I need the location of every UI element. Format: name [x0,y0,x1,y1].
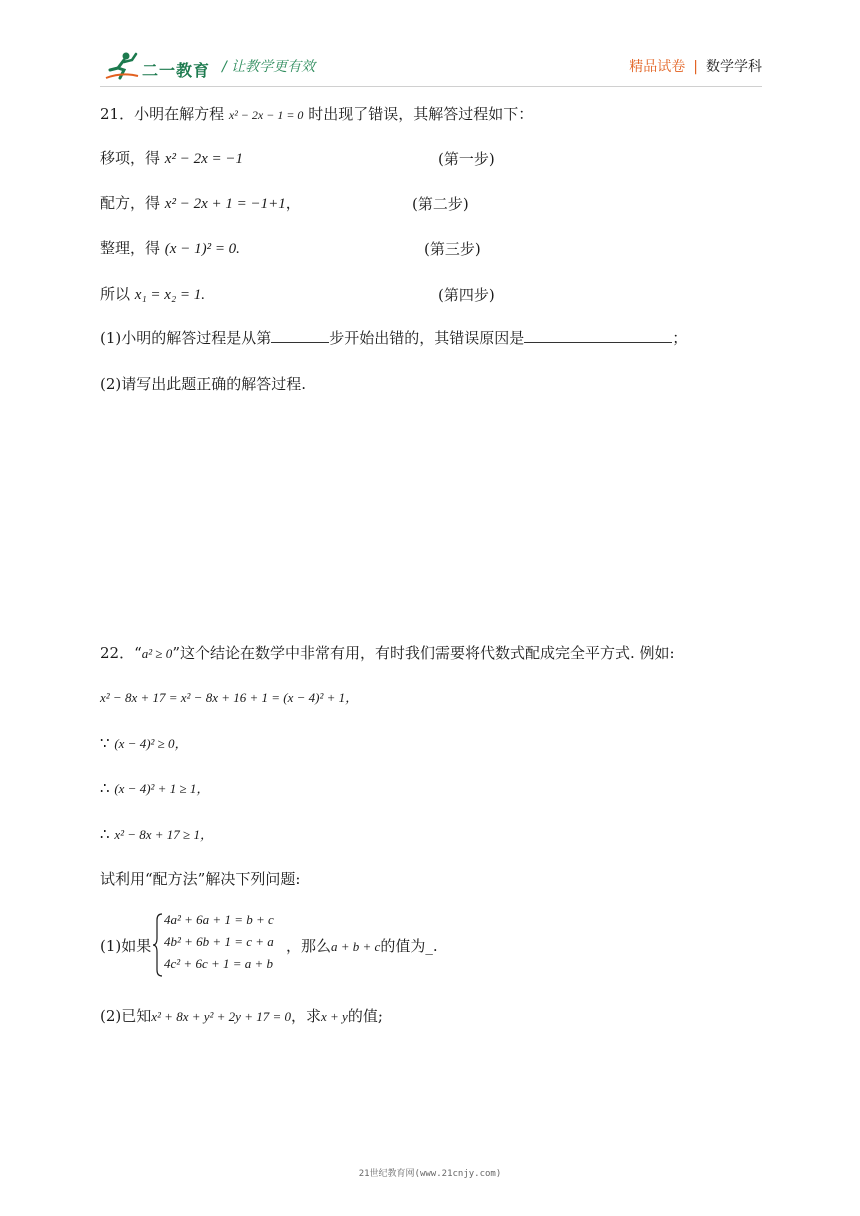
q22-part-1-label: (1)如果 [100,937,152,955]
logo-text: 二一教育 [142,61,211,80]
therefore-symbol: ∴ [100,779,110,797]
q21-equation: x² − 2x − 1 = 0 [228,108,304,122]
system-equation-3: 4c² + 6c + 1 = a + b [164,956,274,971]
step-prefix: 移项，得 [100,149,161,167]
equation-system [152,912,292,978]
q21-step-4-label: (第四步) [438,286,495,304]
therefore-expr: (x − 4)² + 1 ≥ 1， [114,781,210,796]
q21-intro [100,104,533,125]
because-symbol: ∵ [100,734,110,752]
page-header [100,46,762,86]
q22-therefore-line-1 [100,778,209,799]
part2-text-b: ，求 [291,1007,322,1025]
header-divider [100,86,762,87]
brand-logo [104,50,214,82]
q21-step-4 [100,284,205,305]
q21-step-1-label: (第一步) [438,150,495,168]
part1-text-c: ； [672,329,688,347]
part1-expr: a + b + c [331,939,381,954]
q21-step-1 [100,148,243,169]
q21-step-2 [100,193,301,214]
q22-because-line [100,733,188,754]
q21-step-2-label: (第二步) [412,195,469,213]
system-equation-2: 4b² + 6b + 1 = c + a [164,934,274,949]
q21-intro-a: 21．小明在解方程 [100,105,225,123]
q22-therefore-line-2 [100,824,213,845]
q21-step-3 [100,238,240,259]
because-expr: (x − 4)² ≥ 0， [114,736,188,751]
q22-intro-b: ”这个结论在数学中非常有用，有时我们需要将代数式配成完全平方式. 例如: [172,644,675,662]
q21-step-3-label: (第三步) [424,240,481,258]
step-expression: x₁ = x₂ = 1. [134,287,206,303]
therefore-symbol: ∴ [100,825,110,843]
q22-part-1-question [286,936,438,957]
q21-intro-b: 时出现了错误，其解答过程如下： [308,105,534,123]
part1-text-c: 的值为_. [380,937,438,955]
slogan: / 让教学更有效 [222,59,316,75]
answer-blank-reason[interactable] [524,328,672,343]
part1-text-b: ，那么 [286,937,332,955]
system-equation-1: 4a² + 6a + 1 = b + c [164,912,274,927]
step-expression: (x − 1)² = 0. [164,241,240,257]
step-expression: x² − 2x + 1 = −1+1 [164,196,286,212]
step-prefix: 整理，得 [100,239,161,257]
q22-instruction: 试利用“配方法”解决下列问题: [100,870,301,888]
subject-label: 数学学科 [706,59,762,75]
part2-expr2: x + y [321,1009,348,1024]
q22-intro-a: 22．“ [100,644,142,662]
step-expression: x² − 2x = −1 [164,151,243,167]
header-right [629,56,762,76]
header-separator: | [693,59,698,75]
therefore-expr: x² − 8x + 17 ≥ 1， [114,827,213,842]
step-suffix: ， [285,194,301,212]
q21-part-2: (2)请写出此题正确的解答过程. [100,375,307,393]
part1-text-b: 步开始出错的，其错误原因是 [329,329,525,347]
q22-example-line: x² − 8x + 17 = x² − 8x + 16 + 1 = (x − 4)² + 1， [100,690,359,705]
q22-intro-expr: a² ≥ 0 [141,646,173,661]
part1-text-a: (1)小明的解答过程是从第 [100,329,272,347]
answer-blank-step[interactable] [271,328,329,343]
part2-text-a: (2)已知 [100,1007,152,1025]
paper-tag: 精品试卷 [629,59,686,75]
step-prefix: 配方，得 [100,194,161,212]
step-prefix: 所以 [100,285,131,303]
q22-intro [100,643,675,664]
runner-icon [104,50,140,82]
q22-part-2 [100,1006,383,1027]
q21-part-1 [100,328,687,348]
page-footer: 21世纪教育网(www.21cnjy.com) [358,1169,502,1179]
part2-expr: x² + 8x + y² + 2y + 17 = 0 [151,1009,291,1024]
part2-text-c: 的值; [347,1007,383,1025]
left-brace [152,912,164,978]
